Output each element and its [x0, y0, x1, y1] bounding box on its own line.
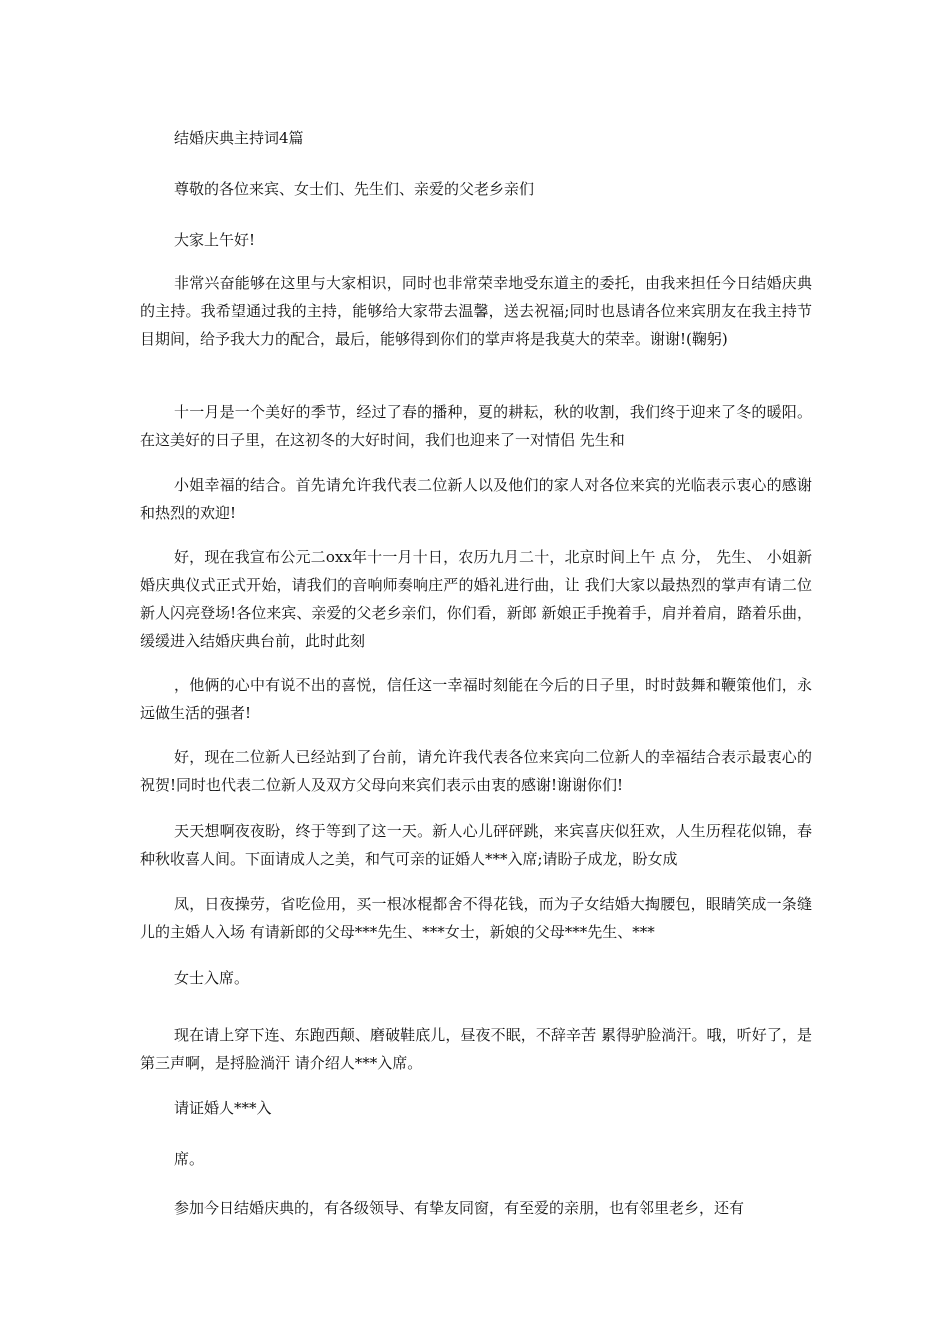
paragraph-witness-invite: 请证婚人***入	[174, 1099, 272, 1117]
paragraph-congratulations: 好，现在二位新人已经站到了台前，请允许我代表各位来宾向二位新人的幸福结合表示最衷心的祝贺!同时也代表二位新人及双方父母向来宾们表示由衷的感谢!谢谢你们!	[140, 748, 812, 794]
paragraph-be-seated: 女士入席。	[174, 969, 250, 987]
paragraph-seat: 席。	[174, 1150, 205, 1168]
paragraph-season: 十一月是一个美好的季节，经过了春的播种，夏的耕耘，秋的收割，我们终于迎来了冬的暖阳。在这美好的日子里，在这初冬的大好时间，我们也迎来了一对情侣 先生和	[140, 403, 812, 449]
paragraph-joy: ，他俩的心中有说不出的喜悦，信任这一幸福时刻能在今后的日子里，时时鼓舞和鞭策他们，永远做生活的强者!	[140, 676, 812, 722]
paragraph-witness: 天天想啊夜夜盼，终于等到了这一天。新人心儿砰砰跳，来宾喜庆似狂欢，人生历程花似锦，春种秋收喜人间。下面请成人之美，和气可亲的证婚人***入席;请盼子成龙，盼女成	[140, 822, 812, 868]
paragraph-announcement: 好，现在我宣布公元二oxx年十一月十日，农历九月二十，北京时间上午 点 分， 先生、 小姐新婚庆典仪式正式开始，请我们的音响师奏响庄严的婚礼进行曲，让 我们大家以最热烈的掌声有请二位新人闪亮登场!各位来宾、亲爱的父老乡亲们，你们看，新郎 新娘正手挽着手，肩并着肩，踏着乐曲，缓缓进入结婚庆典台前，此时此刻	[140, 548, 812, 650]
paragraph-parents: 凤，日夜操劳，省吃俭用，买一根冰棍都舍不得花钱，而为子女结婚大掏腰包，眼睛笑成一条缝儿的主婚人入场 有请新郎的父母***先生、***女士，新娘的父母***先生、***	[140, 895, 812, 941]
paragraph-good-morning: 大家上午好!	[174, 231, 256, 249]
paragraph-intro: 非常兴奋能够在这里与大家相识，同时也非常荣幸地受东道主的委托，由我来担任今日结婚庆典的主持。我希望通过我的主持，能够给大家带去温馨，送去祝福;同时也恳请各位来宾朋友在我主持节目期间，给予我大力的配合，最后，能够得到你们的掌声将是我莫大的荣幸。谢谢!(鞠躬)	[140, 274, 812, 348]
paragraph-matchmaker: 现在请上穿下连、东跑西颠、磨破鞋底儿，昼夜不眠，不辞辛苦 累得驴脸淌汗。哦，听好了，是第三声啊，是捋脸淌汗 请介绍人***入席。	[140, 1026, 812, 1072]
document-title: 结婚庆典主持词4篇	[174, 129, 304, 147]
paragraph-welcome: 小姐幸福的结合。首先请允许我代表二位新人以及他们的家人对各位来宾的光临表示衷心的感谢和热烈的欢迎!	[140, 476, 812, 522]
paragraph-greeting: 尊敬的各位来宾、女士们、先生们、亲爱的父老乡亲们	[174, 180, 535, 198]
paragraph-guests: 参加今日结婚庆典的，有各级领导、有挚友同窗，有至爱的亲朋，也有邻里老乡，还有	[174, 1199, 745, 1217]
